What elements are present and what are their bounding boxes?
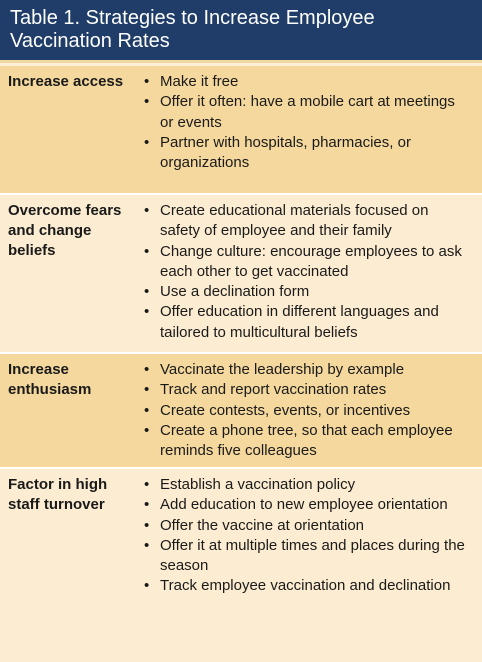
- table-row-staff-turnover: [0, 469, 482, 662]
- bullet-icon: •: [144, 401, 150, 419]
- table-row-increase-access: [0, 66, 482, 193]
- strategy-list: [140, 201, 470, 352]
- row-label: Overcome fears and change beliefs: [8, 202, 122, 259]
- list-item: • Change culture: encourage employees to ask each other to get vaccinated: [144, 242, 462, 280]
- list-item: • Track and report vaccination rates: [140, 380, 470, 400]
- bullet-icon: •: [144, 73, 150, 90]
- bullet-icon: •: [144, 202, 150, 219]
- list-item: • Create a phone tree, so that each employee reminds five colleagues: [144, 421, 453, 460]
- table-row-overcome-fears: [0, 195, 482, 352]
- bullet-icon: •: [144, 242, 150, 260]
- table-title: Table 1. Strategies to Increase Employee Vaccination Rates: [0, 0, 482, 63]
- bullet-icon: •: [144, 536, 150, 554]
- list-item: • Add education to new employee orientation: [140, 495, 470, 515]
- list-item: • Offer it at multiple times and places during the season: [144, 536, 465, 575]
- list-item: • Make it free: [140, 72, 470, 92]
- row-label: Factor in high staff turnover: [8, 476, 108, 513]
- bullet-icon: •: [144, 516, 150, 534]
- bullet-icon: •: [144, 361, 150, 378]
- list-item: • Offer it often: have a mobile cart at meetings or events: [144, 93, 455, 131]
- row-label: Increase enthusiasm: [8, 361, 92, 398]
- bullet-icon: •: [144, 133, 150, 151]
- list-item: • Create contests, events, or incentives: [140, 401, 470, 421]
- bullet-icon: •: [144, 496, 150, 514]
- list-item: • Partner with hospitals, pharmacies, or organizations: [144, 133, 411, 172]
- list-item: • Offer education in different languages and tailored to multicultural beliefs: [144, 303, 439, 341]
- list-item: • Create educational materials focused on safety of employee and their family: [144, 202, 429, 240]
- list-item: • Track employee vaccination and declination: [140, 576, 470, 596]
- table-row-increase-enthusiasm: [0, 354, 482, 467]
- list-item: • Vaccinate the leadership by example: [140, 360, 470, 380]
- bullet-icon: •: [144, 381, 150, 399]
- bullet-icon: •: [144, 476, 150, 493]
- bullet-icon: •: [144, 93, 150, 111]
- list-item: • Establish a vaccination policy: [140, 475, 470, 495]
- bullet-icon: •: [144, 577, 150, 595]
- list-item: • Use a declination form: [140, 282, 470, 302]
- list-item: • Offer the vaccine at orientation: [140, 516, 470, 536]
- strategy-list: [140, 72, 470, 193]
- bullet-icon: •: [144, 421, 150, 439]
- strategy-list: [140, 475, 470, 662]
- row-label: Increase access: [8, 73, 124, 90]
- strategy-list: [140, 360, 470, 467]
- bullet-icon: •: [144, 303, 150, 321]
- bullet-icon: •: [144, 283, 150, 301]
